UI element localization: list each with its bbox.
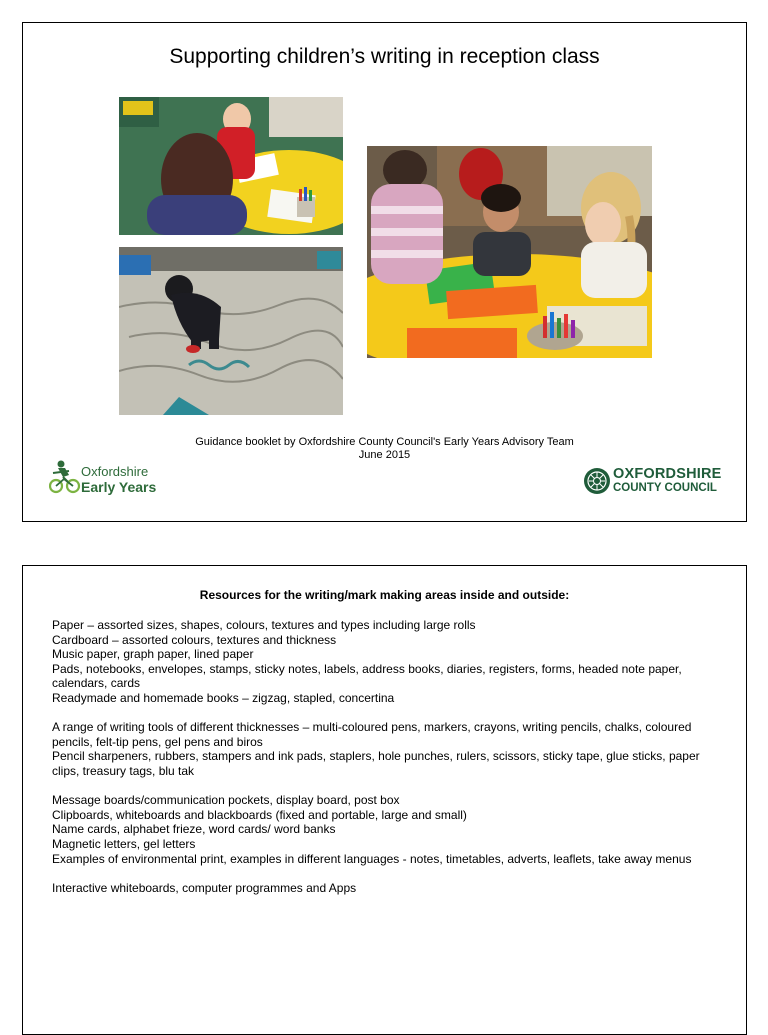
logo-early-line1: Oxfordshire bbox=[81, 464, 149, 479]
list-item: Examples of environmental print, examples in different languages - notes, timetables, adverts, leaflets, take away menus bbox=[52, 851, 692, 866]
oxfordshire-early-years-logo bbox=[49, 459, 189, 497]
list-item: A range of writing tools of different thicknesses – multi-coloured pens, markers, crayons, writing pencils, chalks, coloured pencils, felt-tip pens, gel pens and biros bbox=[52, 720, 692, 749]
oxfordshire-county-council-logo bbox=[583, 464, 733, 500]
list-item: Magnetic letters, gel letters bbox=[52, 836, 196, 851]
list-item: Name cards, alphabet frieze, word cards/ word banks bbox=[52, 822, 336, 837]
county-crest-icon bbox=[583, 466, 611, 496]
photo-adult-and-children-at-table bbox=[119, 97, 343, 235]
resources-heading: Resources for the writing/mark making areas inside and outside: bbox=[199, 588, 570, 602]
list-item: Pads, notebooks, envelopes, stamps, sticky notes, labels, address books, diaries, registers, forms, headed note paper, calendars, cards bbox=[52, 661, 682, 691]
child-on-bike-icon bbox=[49, 459, 81, 495]
resources-slide bbox=[22, 565, 747, 1035]
list-item: Paper – assorted sizes, shapes, colours, textures and types including large rolls bbox=[52, 618, 476, 632]
logo-county-line1: OXFORDSHIRE bbox=[613, 466, 722, 482]
list-item: Pencil sharpeners, rubbers, stampers and ink pads, staplers, hole punches, rulers, scissors, sticky tape, glue sticks, paper clips, treasury tags, blu tak bbox=[52, 749, 700, 778]
page-title: Supporting children’s writing in reception class bbox=[169, 45, 600, 68]
list-item: Readymade and homemade books – zigzag, stapled, concertina bbox=[52, 690, 395, 705]
logo-county-line2: COUNTY COUNCIL bbox=[613, 482, 717, 494]
credit-date: June 2015 bbox=[358, 449, 411, 461]
list-item: Message boards/communication pockets, display board, post box bbox=[52, 793, 400, 808]
list-item: Cardboard – assorted colours, textures and thickness bbox=[52, 632, 337, 647]
resources-list bbox=[52, 618, 722, 895]
logo-early-line2: Early Years bbox=[81, 479, 157, 495]
photo-child-mark-making-on-ground bbox=[119, 247, 343, 415]
list-item: Interactive whiteboards, computer programmes and Apps bbox=[52, 880, 357, 895]
photo-children-drawing-at-yellow-table bbox=[367, 146, 652, 358]
list-item: Music paper, graph paper, lined paper bbox=[52, 647, 254, 662]
list-item: Clipboards, whiteboards and blackboards (fixed and portable, large and small) bbox=[52, 807, 467, 822]
credit-line: Guidance booklet by Oxfordshire County Council's Early Years Advisory Team bbox=[195, 436, 574, 448]
cover-slide bbox=[22, 22, 747, 522]
